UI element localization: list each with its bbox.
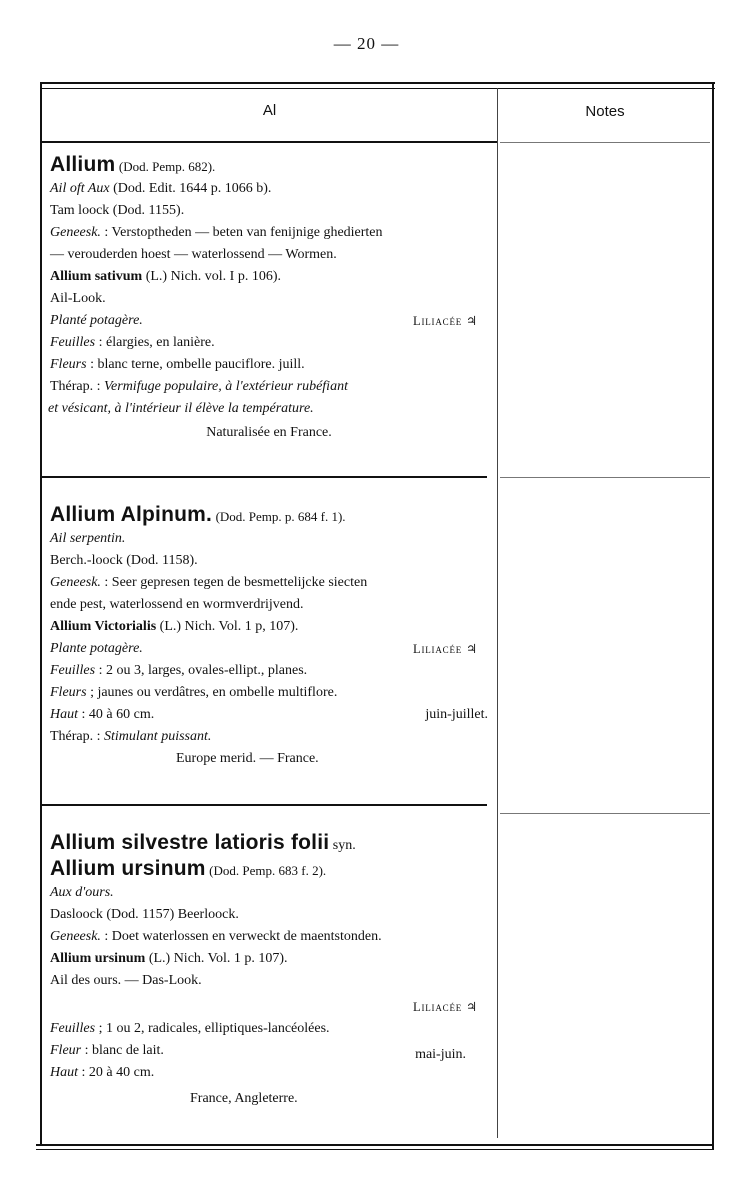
field-value: ; 1 ou 2, radicales, elliptiques-lancéolées. [98, 1021, 330, 1036]
latin-name: Allium ursinum [50, 951, 146, 966]
field-label: Feuilles [50, 335, 96, 350]
entry-line [50, 1062, 488, 1084]
notes-rule [500, 142, 710, 143]
therap-label: Thérap. : [50, 729, 101, 744]
field-label: Fleurs [50, 685, 87, 700]
flowering-period: mai-juin. [415, 1047, 466, 1062]
entry-allium-ursinum [50, 830, 488, 1110]
field-label: Fleur [50, 1043, 82, 1058]
entry-line [50, 376, 488, 398]
common-name: Ail serpentin. [50, 531, 126, 546]
geneesk-text: : Seer gepresen tegen de besmettelijcke siecten [104, 575, 368, 590]
geneesk-label: Geneesk. [50, 575, 101, 590]
entry-line [50, 1040, 488, 1062]
field-label: Feuilles [50, 663, 96, 678]
column-header-left: Al [262, 102, 277, 119]
entry-line [50, 222, 488, 244]
reference: (L.) Nich. Vol. 1 p, 107). [159, 619, 299, 634]
column-divider [497, 88, 498, 1138]
header-rule [42, 141, 497, 143]
entry-line [50, 266, 488, 288]
entry-line [50, 638, 488, 660]
entry-line [50, 310, 488, 332]
entry-line [50, 726, 488, 748]
family-label: Liliacée ♃ [413, 1000, 478, 1014]
distribution: Naturalisée en France. [206, 425, 332, 440]
therap-text: Stimulant puissant. [104, 729, 212, 744]
frame-left-rule [40, 82, 42, 1144]
entry-line: — verouderden hoest — waterlossend — Wormen. [50, 247, 337, 262]
entry-title-syn: syn. [332, 838, 356, 853]
field-value: : blanc de lait. [84, 1043, 164, 1058]
section-rule-2 [42, 804, 487, 806]
entry-line: Ail des ours. — Das-Look. [50, 973, 202, 988]
entry-line: Berch.-loock (Dod. 1158). [50, 553, 198, 568]
entry-line [50, 178, 488, 200]
entry-line [50, 948, 488, 970]
frame-top-rule-thin [40, 88, 715, 89]
family-label: Liliacée ♃ [413, 642, 478, 656]
entry-line [50, 572, 488, 594]
entry-line: et vésicant, à l'intérieur il élève la température. [48, 401, 314, 416]
entry-line: Tam loock (Dod. 1155). [50, 203, 185, 218]
field-value: : 20 à 40 cm. [81, 1065, 155, 1080]
therap-label: Thérap. : [50, 379, 101, 394]
common-name: Ail oft Aux [50, 181, 110, 196]
geneesk-text: : Doet waterlossen en verweckt de maentstonden. [104, 929, 382, 944]
geneesk-label: Geneesk. [50, 929, 101, 944]
frame-bottom-rule-thin [36, 1149, 714, 1150]
frame-bottom-rule [36, 1144, 714, 1146]
entry-title-ref: (Dod. Pemp. p. 684 f. 1). [215, 509, 346, 524]
section-rule-1 [42, 476, 487, 478]
entry-line: Dasloock (Dod. 1157) Beerloock. [50, 907, 239, 922]
family-label: Liliacée ♃ [413, 314, 478, 328]
entry-line [50, 926, 488, 948]
reference: (L.) Nich. Vol. 1 p. 107). [148, 951, 288, 966]
field-label: Fleurs [50, 357, 87, 372]
entry-line [50, 996, 488, 1018]
field-value: : élargies, en lanière. [98, 335, 215, 350]
geneesk-label: Geneesk. [50, 225, 101, 240]
notes-rule [500, 477, 710, 478]
entry-title-line [50, 502, 488, 528]
plant-type: Planté potagère. [50, 313, 143, 328]
entry-line [50, 616, 488, 638]
column-header-right: Notes [585, 103, 625, 120]
field-value: : 2 ou 3, larges, ovales-ellipt., planes. [98, 663, 308, 678]
entry-title: Allium [50, 153, 116, 176]
entry-allium [50, 152, 488, 444]
therap-text: Vermifuge populaire, à l'extérieur rubéfiant [104, 379, 348, 394]
entry-title-line [50, 152, 488, 178]
field-label: Haut [50, 1065, 78, 1080]
reference: (L.) Nich. vol. I p. 106). [145, 269, 281, 284]
field-value: ; jaunes ou verdâtres, en ombelle multiflore. [90, 685, 338, 700]
entry-line [50, 660, 488, 682]
entry-allium-alpinum [50, 502, 488, 770]
frame-top-rule [40, 82, 715, 84]
distribution: France, Angleterre. [190, 1091, 298, 1106]
latin-name: Allium Victorialis [50, 619, 157, 634]
entry-line: Ail-Look. [50, 291, 106, 306]
entry-title-ref: (Dod. Pemp. 683 f. 2). [209, 863, 327, 878]
entry-title-synonym: Allium ursinum [50, 857, 206, 880]
reference: (Dod. Edit. 1644 p. 1066 b). [113, 181, 272, 196]
entry-title-line [50, 856, 488, 882]
flowering-period: juin-juillet. [425, 707, 488, 722]
notes-rule [500, 813, 710, 814]
field-label: Haut [50, 707, 78, 722]
plant-type: Plante potagère. [50, 641, 143, 656]
entry-title: Allium Alpinum. [50, 503, 213, 526]
entry-title-ref: (Dod. Pemp. 682). [118, 159, 216, 174]
field-label: Feuilles [50, 1021, 96, 1036]
distribution: Europe merid. — France. [176, 751, 319, 766]
geneesk-text: : Verstoptheden — beten van fenijnige ghedierten [104, 225, 383, 240]
latin-name: Allium sativum [50, 269, 143, 284]
entry-line [50, 332, 488, 354]
entry-title-line [50, 830, 488, 856]
field-value: : blanc terne, ombelle pauciflore. juill. [90, 357, 305, 372]
entry-title: Allium silvestre latioris folii [50, 831, 330, 854]
page-number: — 20 — [333, 34, 400, 53]
entry-line [50, 682, 488, 704]
entry-line [50, 704, 488, 726]
field-value: : 40 à 60 cm. [81, 707, 155, 722]
entry-line [50, 1018, 488, 1040]
entry-line [50, 354, 488, 376]
common-name: Aux d'ours. [50, 885, 114, 900]
entry-line: ende pest, waterlossend en wormverdrijvend. [50, 597, 304, 612]
frame-right-rule [712, 82, 714, 1150]
